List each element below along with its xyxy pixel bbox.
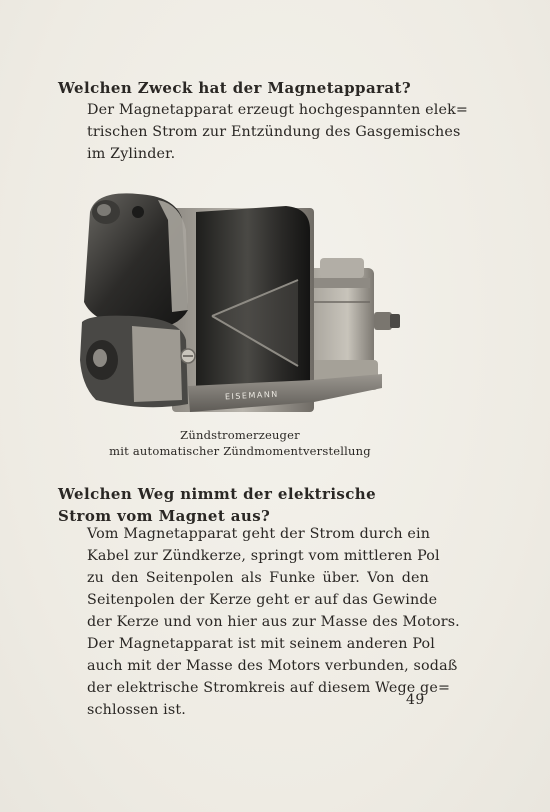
- section1-line: im Zylinder.: [87, 146, 176, 162]
- section2-heading-line: Welchen Weg nimmt der elektrische: [58, 485, 377, 503]
- gear-housing: [304, 258, 378, 390]
- drive-shaft: [374, 312, 400, 330]
- section1-line: Der Magnetapparat erzeugt hochgespannten elek=: [87, 102, 469, 118]
- section2-heading: [58, 483, 376, 527]
- distributor-cap: [84, 193, 188, 328]
- caption-line: mit automatischer Zündmomentverstellung: [109, 444, 371, 458]
- section1-line: trischen Strom zur Entzündung des Gasgemisches: [87, 124, 461, 140]
- section2-line: der elektrische Stromkreis auf diesem Wege ge=: [87, 680, 451, 696]
- section1-heading: Welchen Zweck hat der Magnetapparat?: [58, 79, 412, 97]
- section2-line: der Kerze und von hier aus zur Masse des Motors.: [87, 614, 460, 630]
- breaker-housing: [80, 316, 195, 408]
- page-number: 49: [406, 692, 425, 708]
- section2-heading-line: Strom vom Magnet aus?: [58, 507, 271, 525]
- section2-line: auch mit der Masse des Motors verbunden, sodaß: [87, 658, 458, 674]
- section2-line: schlossen ist.: [87, 702, 186, 718]
- section2-line: Vom Magnetapparat geht der Strom durch ein: [87, 526, 431, 542]
- section2-line: Kabel zur Zündkerze, springt vom mittleren Pol: [87, 548, 440, 564]
- caption-line: Zündstromerzeuger: [180, 428, 300, 442]
- section2-line: Der Magnetapparat ist mit seinem anderen Pol: [87, 636, 436, 652]
- section2-line: Seitenpolen der Kerze geht er auf das Gewinde: [87, 592, 438, 608]
- section1-paragraph: [87, 99, 469, 165]
- section2-line: zu den Seitenpolen als Funke über. Von den: [87, 570, 429, 586]
- magneto-photograph: [76, 190, 404, 418]
- figure-caption: [100, 427, 380, 459]
- section2-paragraph: [87, 523, 460, 721]
- magnet-cover: [196, 206, 310, 386]
- brand-label: EISEMANN: [224, 389, 280, 402]
